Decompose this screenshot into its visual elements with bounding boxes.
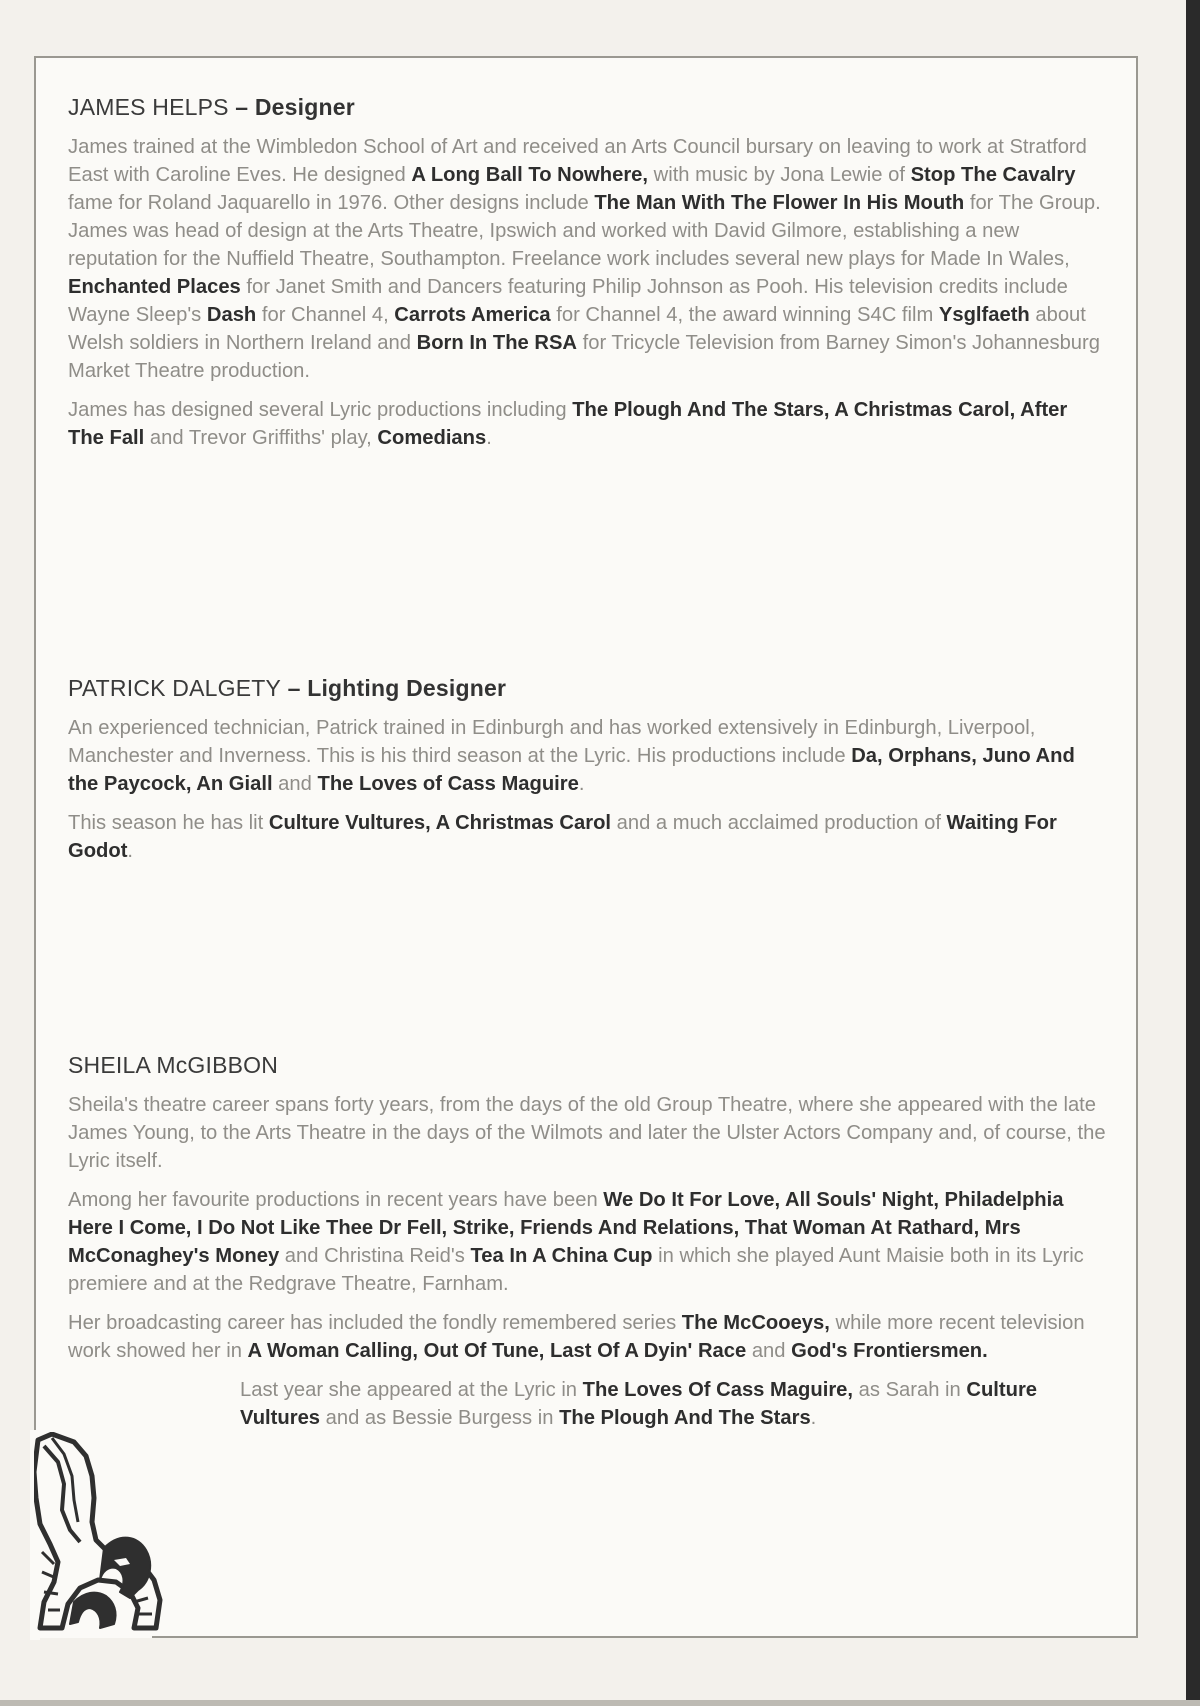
bio-patrick-dalgety xyxy=(68,675,1108,876)
bio-text: . xyxy=(578,773,585,795)
bio-text: and a much acclaimed production of xyxy=(611,812,947,834)
production-title: Dash xyxy=(206,304,257,326)
bio-text: and xyxy=(746,1340,792,1362)
person-name: PATRICK DALGETY xyxy=(68,675,282,701)
bio-paragraph xyxy=(68,1186,1108,1298)
bio-text: for Tricycle Television from Barney Simon's Johannesburg Market Theatre production. xyxy=(68,332,1100,382)
page-bottom-edge xyxy=(0,1700,1200,1706)
bio-text: in which she played Aunt Maisie both in its Lyric premiere and at the Redgrave Theatre, Farnham. xyxy=(68,1245,1084,1295)
production-title: A Long Ball To Nowhere, xyxy=(411,164,649,186)
heading-dash: – xyxy=(228,94,255,120)
bio-text: and Trevor Griffiths' play, xyxy=(144,427,378,449)
bio-text: as Sarah in xyxy=(853,1379,967,1401)
bio-text: Among her favourite productions in recent years have been xyxy=(68,1189,604,1211)
person-role: Designer xyxy=(254,94,355,120)
bio-heading xyxy=(68,94,1108,121)
bio-paragraph xyxy=(68,1091,1108,1175)
production-title: Culture Vultures, A Christmas Carol xyxy=(268,812,612,834)
bio-heading xyxy=(68,1052,1108,1079)
production-title: Stop The Cavalry xyxy=(910,164,1076,186)
production-title: The Loves Of Cass Maguire, xyxy=(582,1379,854,1401)
production-title: Born In The RSA xyxy=(416,332,577,354)
production-title: Ysglfaeth xyxy=(938,304,1030,326)
production-title: The McCooeys, xyxy=(681,1312,830,1334)
bio-text: and xyxy=(272,773,318,795)
bio-text: . xyxy=(486,427,492,449)
production-title: The Plough And The Stars, A Christmas Carol, After The Fall xyxy=(68,399,1068,449)
production-title: Enchanted Places xyxy=(68,276,241,298)
bio-text: while more recent television work showed her in xyxy=(68,1312,1085,1362)
bio-paragraph xyxy=(68,396,1108,452)
bio-paragraph xyxy=(68,1376,1108,1432)
bio-text: . xyxy=(810,1407,817,1429)
bio-text: with music by Jona Lewie of xyxy=(648,164,911,186)
bio-text: for Channel 4, the award winning S4C film xyxy=(550,304,939,326)
bio-james-helps xyxy=(68,94,1108,463)
production-title: Culture Vultures xyxy=(240,1379,1038,1429)
bio-text: James has designed several Lyric productions including xyxy=(68,399,573,421)
bio-text: . xyxy=(127,840,134,862)
production-title: Da, Orphans, Juno And the Paycock, An Giall xyxy=(68,745,1075,795)
production-title: Waiting For Godot xyxy=(68,812,1057,862)
bio-paragraph xyxy=(68,1309,1108,1365)
person-role: Lighting Designer xyxy=(307,675,507,701)
bio-text: Sheila's theatre career spans forty years, from the days of the old Group Theatre, where she appeared with the late James Young, to the Arts Theatre in the days of the Wilmots and later the Ulster Actors Company and, of course, the Lyric itself. xyxy=(68,1094,1106,1172)
bio-text: for Channel 4, xyxy=(256,304,395,326)
bio-heading xyxy=(68,675,1108,702)
bio-text: and as Bessie Burgess in xyxy=(320,1407,560,1429)
bio-text: An experienced technician, Patrick trained in Edinburgh and has worked extensively in Edinburgh, Liverpool, Manchester and Inverness. This is his third season at the Lyric. His productions include xyxy=(68,717,1036,767)
bio-text: for Janet Smith and Dancers featuring Philip Johnson as Pooh. His television credits include Wayne Sleep's xyxy=(68,276,1068,326)
bio-text: Last year she appeared at the Lyric in xyxy=(240,1379,583,1401)
person-name: SHEILA McGIBBON xyxy=(68,1052,279,1078)
production-title: The Man With The Flower In His Mouth xyxy=(594,192,965,214)
production-title: Comedians xyxy=(377,427,487,449)
bio-paragraph xyxy=(68,714,1108,798)
bio-text: Her broadcasting career has included the fondly remembered series xyxy=(68,1312,682,1334)
bio-sheila-mcgibbon xyxy=(68,1052,1108,1443)
bio-text: This season he has lit xyxy=(68,812,269,834)
heading-dash: – xyxy=(281,675,308,701)
bio-text: for The Group. James was head of design at the Arts Theatre, Ipswich and worked with David Gilmore, establishing a new reputation for the Nuffield Theatre, Southampton. Freelance work includes several new plays for Made In Wales, xyxy=(68,192,1101,270)
production-title: We Do It For Love, All Souls' Night, Philadelphia Here I Come, I Do Not Like Thee Dr Fell, Strike, Friends And Relations, That Woman At Rathard, Mrs McConaghey's Money xyxy=(68,1189,1064,1267)
bio-paragraph xyxy=(68,809,1108,865)
bio-paragraph xyxy=(68,133,1108,385)
production-title: The Plough And The Stars xyxy=(559,1407,811,1429)
theatre-mask-logo xyxy=(34,1432,164,1632)
bio-text: fame for Roland Jaquarello in 1976. Other designs include xyxy=(68,192,595,214)
page-edge-shadow xyxy=(1186,0,1200,1706)
production-title: Carrots America xyxy=(394,304,551,326)
production-title: Tea In A China Cup xyxy=(470,1245,653,1267)
production-title: The Loves of Cass Maguire xyxy=(317,773,579,795)
person-name: JAMES HELPS xyxy=(68,94,229,120)
production-title: God's Frontiersmen. xyxy=(791,1340,988,1362)
bio-text: about Welsh soldiers in Northern Ireland and xyxy=(68,304,1086,354)
bio-text: and Christina Reid's xyxy=(279,1245,471,1267)
frame-bottom-rule xyxy=(152,1636,1138,1638)
bio-text: James trained at the Wimbledon School of Art and received an Arts Council bursary on leaving to work at Stratford East with Caroline Eves. He designed xyxy=(68,136,1087,186)
production-title: A Woman Calling, Out Of Tune, Last Of A Dyin' Race xyxy=(247,1340,747,1362)
